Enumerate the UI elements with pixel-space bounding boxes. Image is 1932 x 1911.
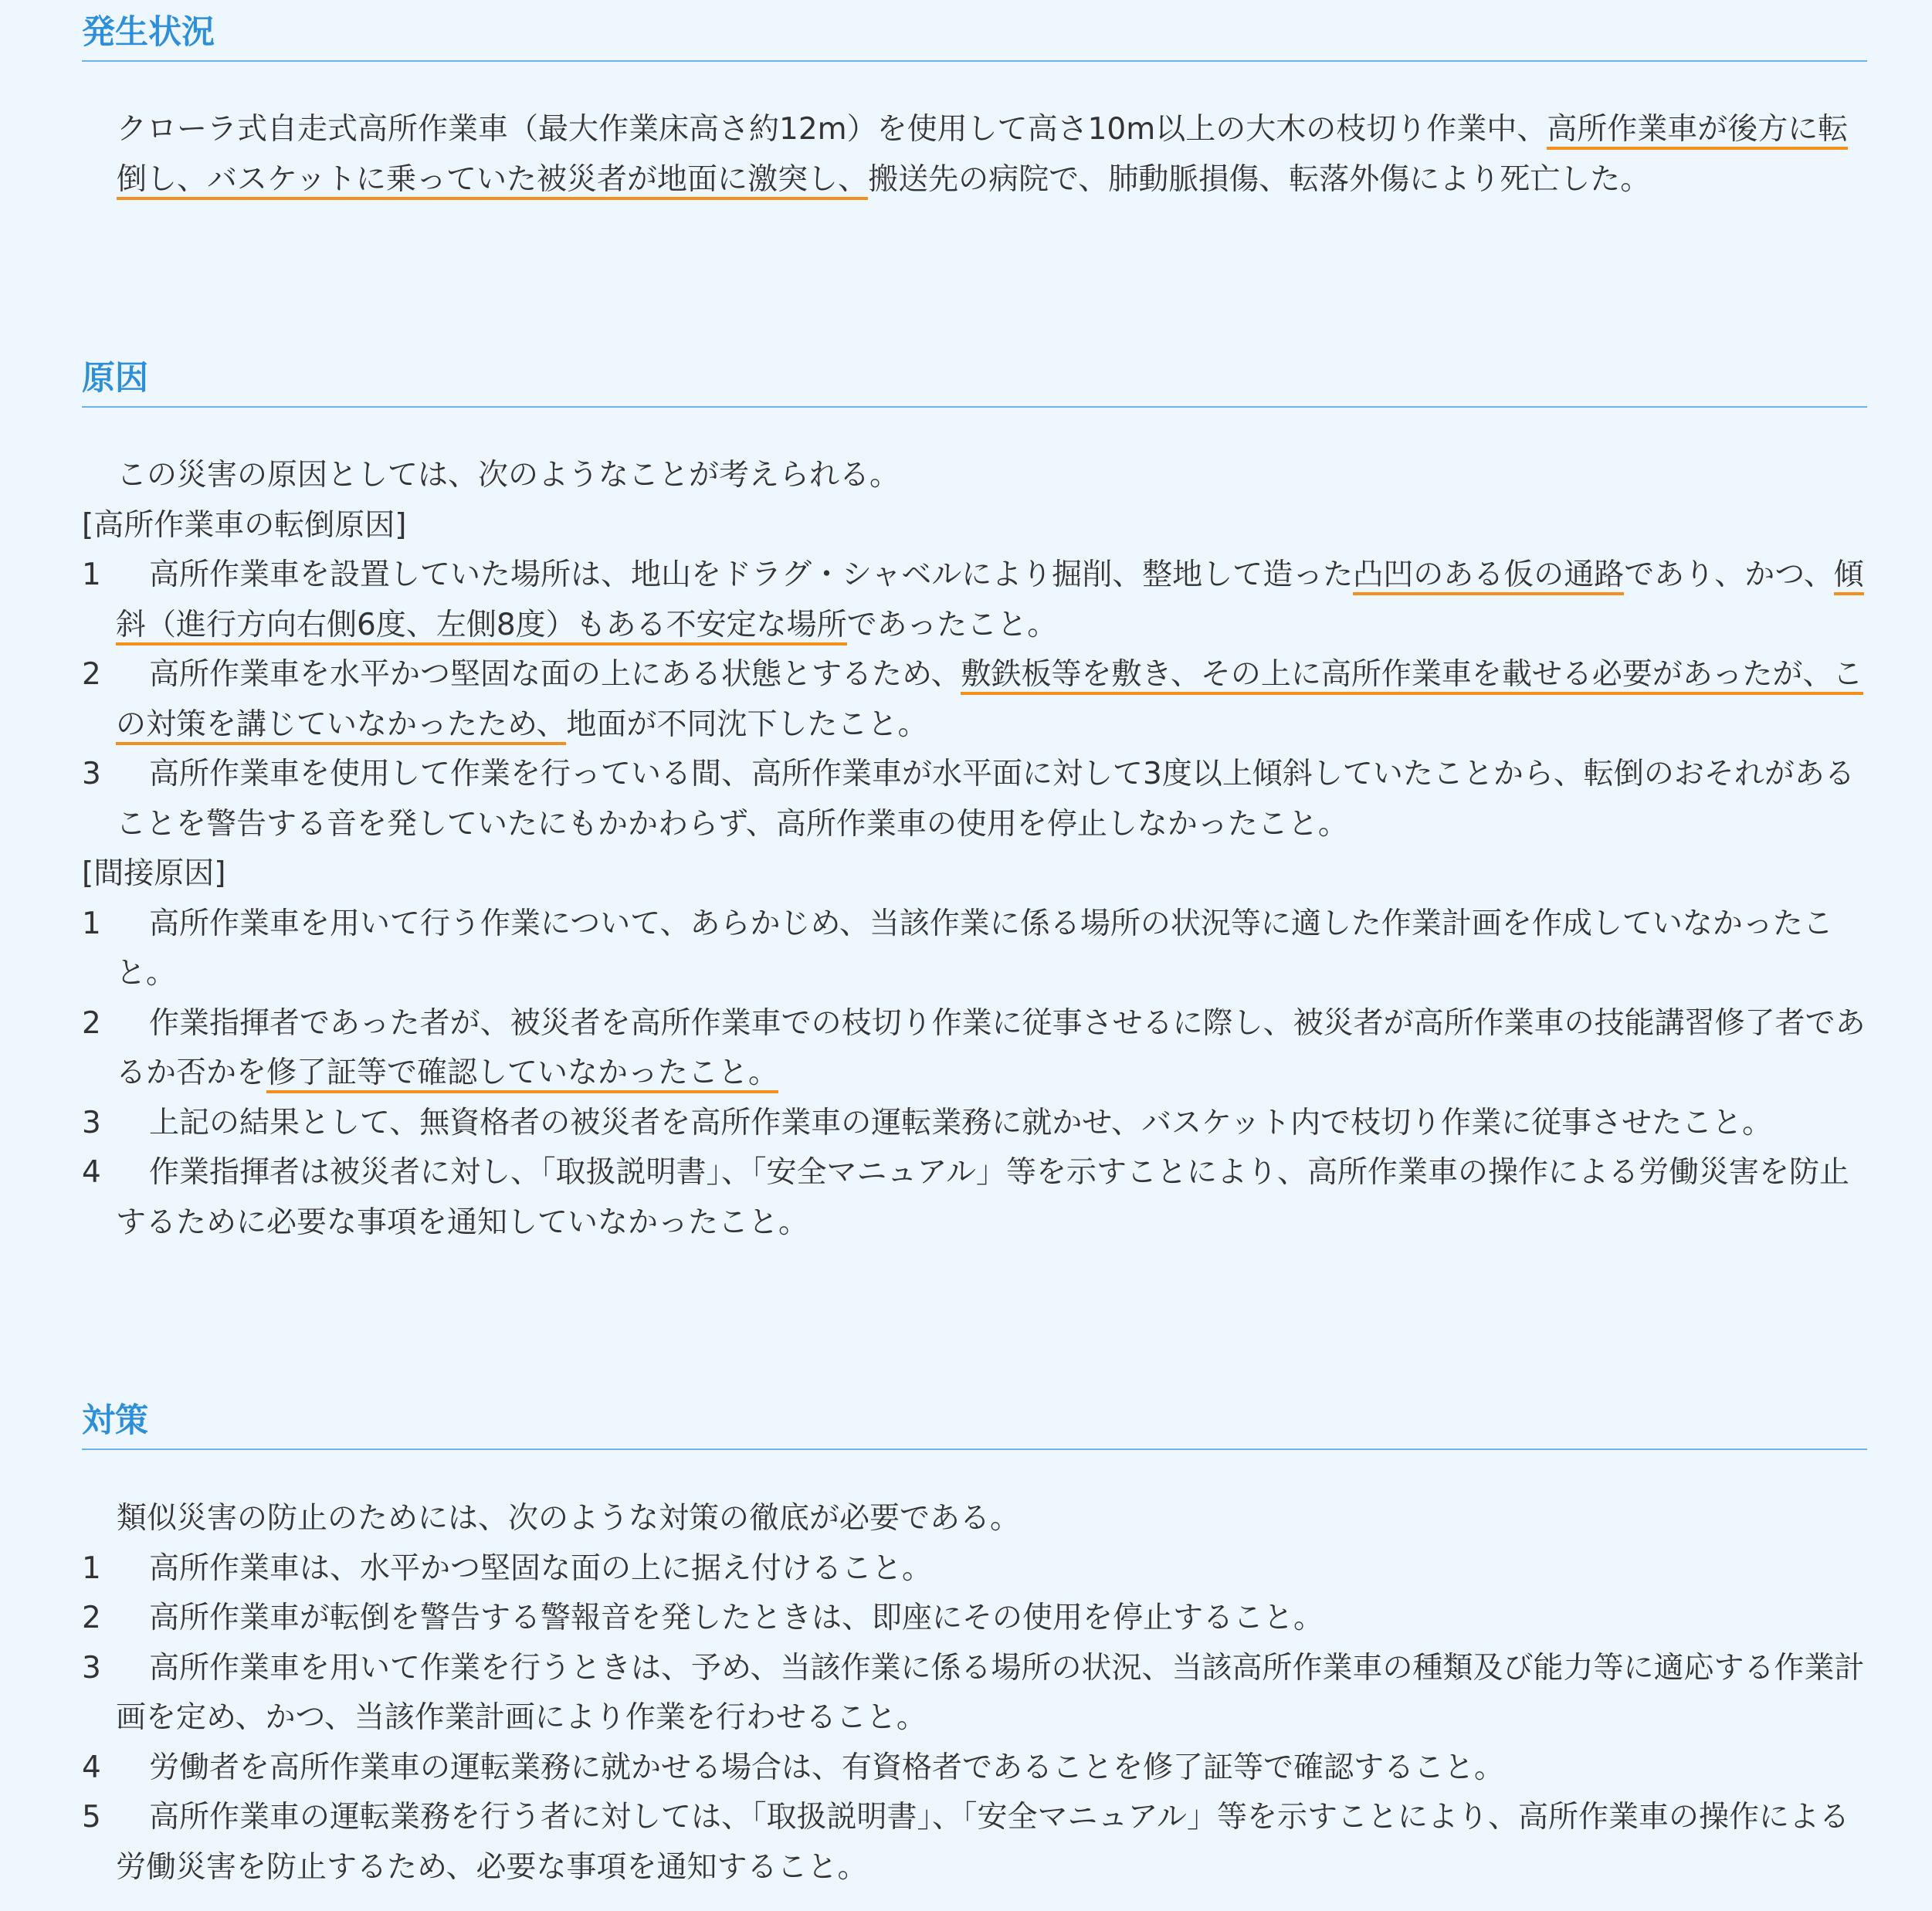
item-text: 高所作業車を用いて作業を行うときは、予め、当該作業に係る場所の状況、当該高所作業車の種類及び能力等に適応する作業計画を定め、かつ、当該作業計画により作業を行わせること。 xyxy=(116,1650,1865,1735)
item-text: 高所作業車の運転業務を行う者に対しては、「取扱説明書」、「安全マニュアル」等を示すことにより、高所作業車の操作による労働災害を防止するため、必要な事項を通知すること。 xyxy=(116,1800,1849,1885)
list-item xyxy=(82,900,1867,999)
item-number: 4 xyxy=(82,1750,101,1785)
item-number: 2 xyxy=(82,657,101,692)
item-text: 労働者を高所作業車の運転業務に就かせる場合は、有資格者であることを修了証等で確認すること。 xyxy=(149,1750,1505,1785)
item-number: 3 xyxy=(82,1105,101,1140)
section-heading-measures: 対策 xyxy=(82,1398,1867,1450)
item-text: 地面が不同沈下したこと。 xyxy=(566,706,928,742)
cause-intro: この災害の原因としては、次のようなことが考えられる。 xyxy=(117,458,900,493)
item-number: 5 xyxy=(82,1800,101,1835)
item-highlight: 敷鉄板等を敷き、その上に高所作業車を載せる必要があったが、この対策を講じていなかったため、 xyxy=(116,657,1863,745)
item-highlight: 凸凹のある仮の通路 xyxy=(1353,557,1624,595)
item-text: 高所作業車を設置していた場所は、地山をドラグ・シャベルにより掘削、整地して造った xyxy=(149,557,1354,592)
item-number: 2 xyxy=(82,1005,101,1041)
item-number: 1 xyxy=(82,557,101,592)
item-text: であったこと。 xyxy=(846,607,1058,642)
list-item xyxy=(82,650,1867,750)
measures-intro: 類似災害の防止のためには、次のような対策の徹底が必要である。 xyxy=(117,1501,1021,1536)
item-highlight: 修了証等で確認していなかったこと。 xyxy=(266,1055,778,1093)
list-item xyxy=(82,1544,1867,1594)
item-text: 作業指揮者は被災者に対し、「取扱説明書」、「安全マニュアル」等を示すことにより、高所作業車の操作による労働災害を防止するために必要な事項を通知していなかったこと。 xyxy=(116,1155,1849,1240)
item-text: 上記の結果として、無資格者の被災者を高所作業車の運転業務に就かせ、バスケット内で枝切り作業に従事させたこと。 xyxy=(149,1105,1773,1140)
item-text: 高所作業車を用いて行う作業について、あらかじめ、当該作業に係る場所の状況等に適した作業計画を作成していなかったこと。 xyxy=(116,906,1833,991)
item-number: 1 xyxy=(82,1550,101,1586)
item-number: 1 xyxy=(82,906,101,941)
list-item xyxy=(82,1099,1867,1149)
list-item xyxy=(82,1594,1867,1644)
list-item xyxy=(82,1644,1867,1743)
section-measures xyxy=(82,1398,1867,1892)
status-text-b: 搬送先の病院で、肺動脈損傷、転落外傷により死亡した。 xyxy=(868,161,1651,197)
item-text: 高所作業車は、水平かつ堅固な面の上に据え付けること。 xyxy=(149,1550,933,1586)
list-item xyxy=(82,750,1867,849)
section-heading-status: 発生状況 xyxy=(82,9,1867,62)
cause-subheading-indirect: [間接原因] xyxy=(82,856,226,891)
list-item xyxy=(82,999,1867,1099)
section-heading-cause: 原因 xyxy=(82,355,1867,408)
list-item xyxy=(82,1148,1867,1248)
section-cause xyxy=(82,355,1867,1248)
status-paragraph xyxy=(82,105,1867,205)
item-text: 高所作業車を水平かつ堅固な面の上にある状態とするため、 xyxy=(149,657,961,692)
list-item xyxy=(82,551,1867,650)
item-number: 3 xyxy=(82,757,101,791)
list-item xyxy=(82,1793,1867,1892)
section-status xyxy=(82,9,1867,205)
status-text-a: クローラ式自走式高所作業車（最大作業床高さ約12m）を使用して高さ10m以上の大木の枝切り作業中、 xyxy=(117,112,1547,147)
item-number: 2 xyxy=(82,1601,101,1635)
item-number: 4 xyxy=(82,1155,101,1190)
item-number: 3 xyxy=(82,1650,101,1686)
item-text: であり、かつ、 xyxy=(1624,557,1834,592)
item-text: 高所作業車が転倒を警告する警報音を発したときは、即座にその使用を停止すること。 xyxy=(149,1601,1324,1635)
item-text: 作業指揮者であった者が、被災者を高所作業車での枝切り作業に従事させるに際し、被災者が高所作業車の技能講習修了者であるか否かを xyxy=(116,1005,1866,1090)
item-highlight: 傾斜（進行方向右側6度、左側8度）もある不安定な場所 xyxy=(116,557,1864,645)
cause-subheading-overturn: [高所作業車の転倒原因] xyxy=(82,507,407,543)
status-highlight: 高所作業車が後方に転倒し、バスケットに乗っていた被災者が地面に激突し、 xyxy=(117,112,1848,200)
item-text: 高所作業車を使用して作業を行っている間、高所作業車が水平面に対して3度以上傾斜していたことから、転倒のおそれがあることを警告する音を発していたにもかかわらず、高所作業車の使用を停止しなかったこと。 xyxy=(116,757,1855,842)
list-item xyxy=(82,1743,1867,1794)
